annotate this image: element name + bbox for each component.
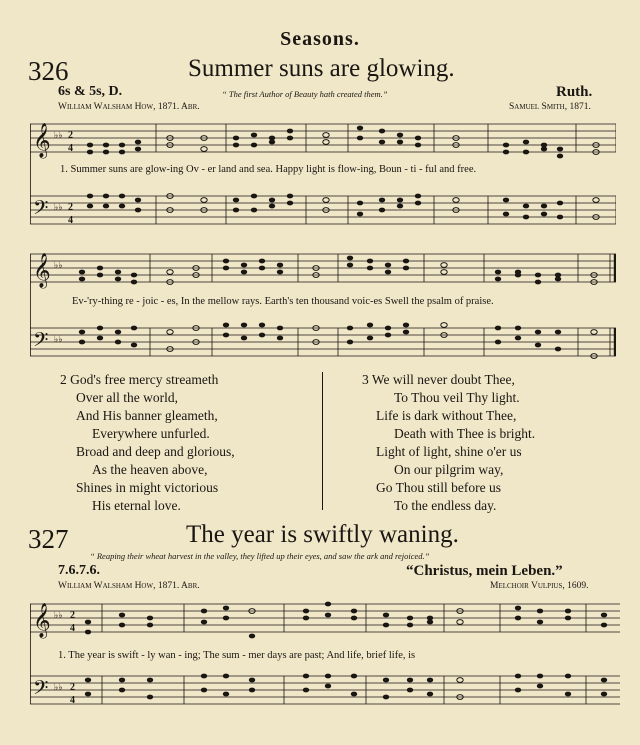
verse-divider	[322, 372, 323, 510]
section-title: Seasons.	[280, 28, 360, 50]
svg-text:𝄢: 𝄢	[33, 678, 49, 704]
svg-text:𝄞: 𝄞	[33, 254, 51, 287]
svg-text:4: 4	[68, 143, 73, 154]
hymn-327-meter: 7.6.7.6.	[58, 563, 100, 578]
svg-text:♭♭: ♭♭	[54, 260, 63, 270]
svg-text:4: 4	[68, 215, 73, 226]
music-system-2	[30, 246, 616, 370]
hymn-326-title: Summer suns are glowing.	[188, 55, 455, 82]
verse-line: Broad and deep and glorious,	[76, 444, 235, 459]
hymn-326-quote: “ The first Author of Beauty hath created them.”	[222, 89, 388, 99]
svg-text:4: 4	[70, 623, 75, 634]
svg-text:2: 2	[70, 610, 75, 621]
svg-text:𝄢: 𝄢	[33, 330, 49, 356]
verse-line: On our pilgrim way,	[394, 462, 504, 477]
hymn-326-verse-2	[60, 371, 235, 515]
hymn-327-tune: “Christus, mein Leben.”	[406, 563, 563, 579]
verse-line: To the endless day.	[394, 498, 497, 513]
hymn-326-verse-3	[362, 371, 535, 515]
hymn-327-number: 327	[28, 524, 69, 554]
svg-text:♭♭: ♭♭	[54, 202, 63, 212]
verse-line: 3 We will never doubt Thee,	[362, 372, 515, 387]
music-system-3	[30, 596, 620, 745]
svg-text:𝄞: 𝄞	[33, 604, 51, 637]
svg-text:2: 2	[70, 682, 75, 693]
verse-line: Light of light, shine o'er us	[376, 444, 522, 459]
verse-line: His eternal love.	[92, 498, 181, 513]
svg-text:𝄞: 𝄞	[33, 124, 51, 157]
svg-text:♭♭: ♭♭	[54, 682, 63, 692]
hymn-326-author: William Walsham How, 1871. Abr.	[58, 102, 200, 112]
music-system-1	[30, 116, 616, 242]
verse-line: Everywhere unfurled.	[92, 426, 210, 441]
verse-line: Life is dark without Thee,	[376, 408, 517, 423]
verse-line: Shines in might victorious	[76, 480, 219, 495]
hymn-326-composer: Samuel Smith, 1871.	[509, 102, 591, 112]
staff-notation	[30, 596, 620, 745]
hymn-326-number: 326	[28, 56, 69, 86]
verse-line: 2 God's free mercy streameth	[60, 372, 219, 387]
svg-text:4: 4	[70, 695, 75, 706]
hymn-327-composer: Melchoir Vulpius, 1609.	[490, 581, 589, 591]
svg-text:♭♭: ♭♭	[54, 610, 63, 620]
svg-text:𝄢: 𝄢	[33, 198, 49, 224]
hymn-327-author: William Walsham How, 1871. Abr.	[58, 581, 200, 591]
svg-text:2: 2	[68, 130, 73, 141]
hymn-326-lyrics-line-1: 1. Summer suns are glow-ing Ov - er land and sea. Happy light is flow-ing, Boun - ti - ful and free.	[60, 164, 477, 175]
verse-line: Over all the world,	[76, 390, 178, 405]
hymn-327-title: The year is swiftly waning.	[186, 521, 459, 548]
staff-notation	[30, 116, 616, 242]
svg-text:♭♭: ♭♭	[54, 334, 63, 344]
staff-notation	[30, 246, 616, 370]
hymn-327-quote: “ Reaping their wheat harvest in the valley, they lifted up their eyes, and saw the ark and rejoiced.”	[90, 551, 430, 561]
hymn-327-lyrics-line-1: 1. The year is swift - ly wan - ing; The sum - mer days are past; And life, brief life, is	[58, 650, 416, 661]
verse-line: To Thou veil Thy light.	[394, 390, 520, 405]
hymn-326-tune: Ruth.	[556, 84, 593, 100]
verse-line: Death with Thee is bright.	[394, 426, 536, 441]
svg-text:2: 2	[68, 202, 73, 213]
hymn-326-lyrics-line-2: Ev-'ry-thing re - joic - es, In the mellow rays. Earth's ten thousand voic-es Swell the psalm of praise.	[72, 296, 494, 307]
verse-line: And His banner gleameth,	[76, 408, 218, 423]
svg-text:♭♭: ♭♭	[54, 130, 63, 140]
verse-line: Go Thou still before us	[376, 480, 501, 495]
hymn-326-meter: 6s & 5s, D.	[58, 84, 123, 99]
verse-line: As the heaven above,	[92, 462, 208, 477]
